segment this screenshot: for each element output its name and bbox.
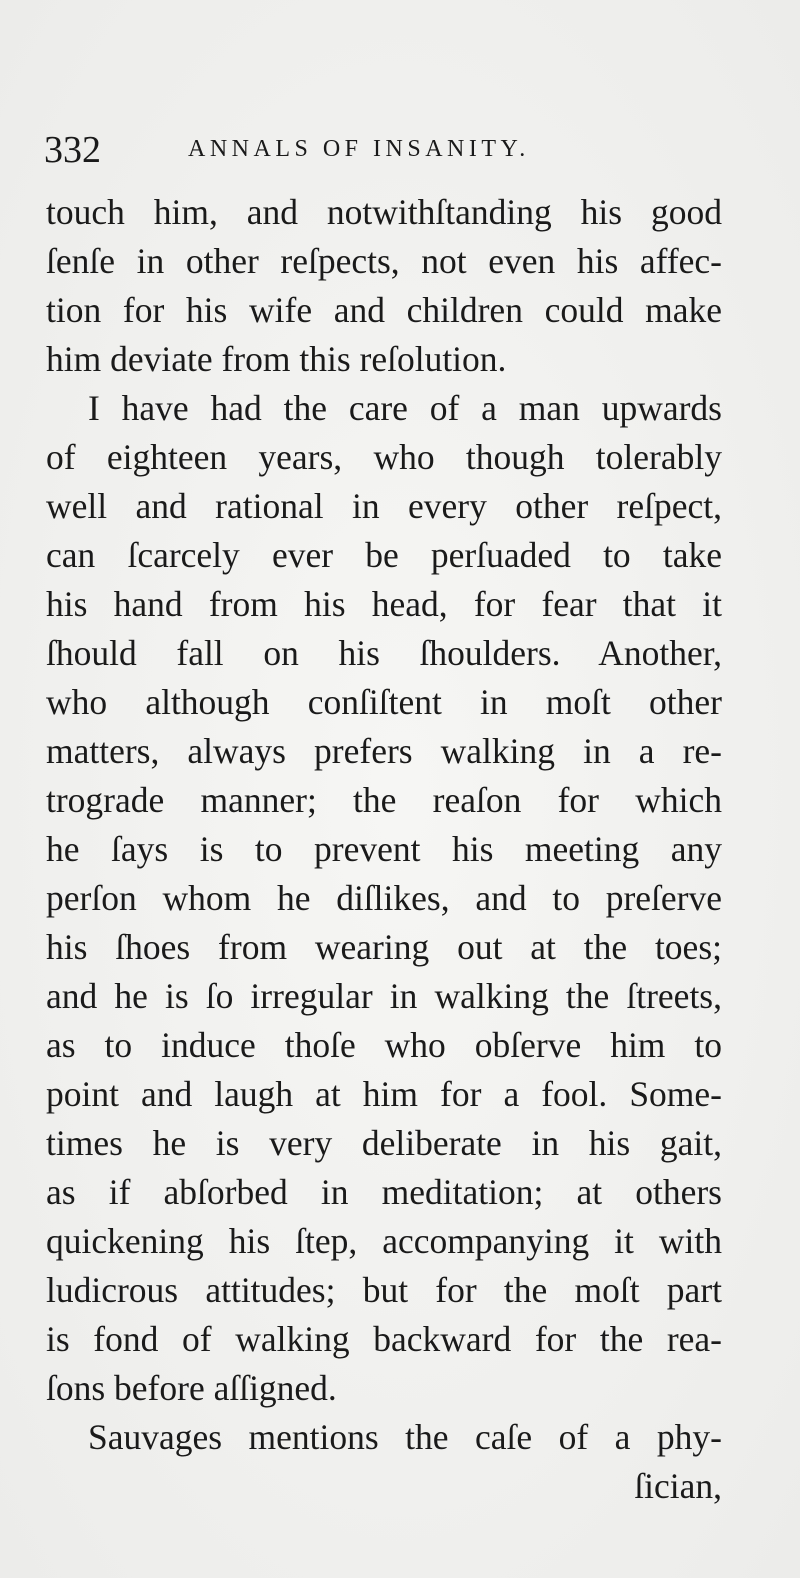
text-line: is fond of walking backward for the rea- <box>46 1319 722 1359</box>
text-line: ſons before aſſigned. <box>46 1368 337 1408</box>
text-line: who although conſiſtent in moſt other <box>46 682 722 722</box>
text-line: can ſcarcely ever be perſuaded to take <box>46 535 722 575</box>
text-line: ſhould fall on his ſhoulders. Another, <box>46 633 722 673</box>
text-line: as if abſorbed in meditation; at others <box>46 1172 722 1212</box>
text-line: ludicrous attitudes; but for the moſt part <box>46 1270 722 1310</box>
text-line: his ſhoes from wearing out at the toes; <box>46 927 722 967</box>
text-line: him deviate from this reſolution. <box>46 339 507 379</box>
paragraph-first-line: I have had the care of a man upwards <box>88 388 722 428</box>
catchword: ſician, <box>634 1466 722 1506</box>
text-line: matters, always prefers walking in a re- <box>46 731 722 771</box>
page-number: 332 <box>44 129 101 171</box>
text-line: ſenſe in other reſpects, not even his affec- <box>46 241 722 281</box>
text-line: times he is very deliberate in his gait, <box>46 1123 722 1163</box>
text-line: touch him, and notwithſtanding his good <box>46 192 722 232</box>
text-line: well and rational in every other reſpect, <box>46 486 722 526</box>
text-line: of eighteen years, who though tolerably <box>46 437 722 477</box>
running-title: ANNALS OF INSANITY. <box>188 136 530 162</box>
text-line: trograde manner; the reaſon for which <box>46 780 722 820</box>
paragraph-first-line: Sauvages mentions the caſe of a phy- <box>88 1417 722 1457</box>
text-line: tion for his wife and children could make <box>46 290 722 330</box>
text-line: quickening his ſtep, accompanying it with <box>46 1221 722 1261</box>
text-line: as to induce thoſe who obſerve him to <box>46 1025 722 1065</box>
running-head <box>44 128 724 178</box>
text-line: he ſays is to prevent his meeting any <box>46 829 722 869</box>
text-line: and he is ſo irregular in walking the ſtreets, <box>46 976 722 1016</box>
text-line: his hand from his head, for fear that it <box>46 584 722 624</box>
text-line: point and laugh at him for a fool. Some- <box>46 1074 722 1114</box>
text-line: perſon whom he diſlikes, and to preſerve <box>46 878 722 918</box>
